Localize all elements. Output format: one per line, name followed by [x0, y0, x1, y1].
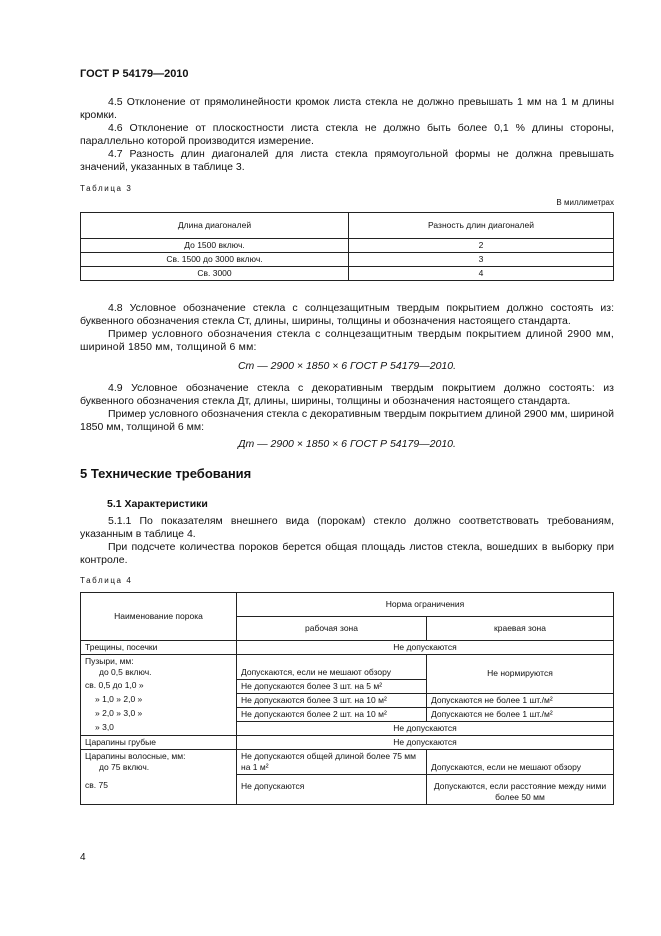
example-1: Пример условного обозначения стекла с солнцезащитным твердым покрытием длиной 2900 мм, шириной 1850 мм, толщиной 6 мм: — [80, 328, 614, 353]
example-2: Пример условного обозначения стекла с декоративным твердым покрытием длиной 2900 мм, шириной 1850 мм, толщиной 6 мм: — [80, 408, 614, 433]
para-4-6: 4.6 Отклонение от плоскостности листа стекла не должно быть более 0,1 % длины стороны, параллельно которой производится измерение. — [80, 122, 614, 147]
table4-caption: Таблица 4 — [80, 576, 133, 585]
para-5-1-1: 5.1.1 По показателям внешнего вида (порокам) стекло должно соответствовать требованиям, указанным в таблице 4. — [80, 515, 614, 540]
table-cell: 3 — [349, 253, 614, 267]
table-cell: 4 — [349, 267, 614, 281]
table-cell: Не нормируются — [427, 655, 614, 694]
table-cell: Не допускаются — [237, 735, 614, 749]
hair-scratch-title: Царапины волосные, мм: — [85, 750, 186, 761]
table-cell: » 2,0 » 3,0 » — [81, 707, 237, 721]
table-cell: Царапины грубые — [81, 735, 237, 749]
formula-2: Дт — 2900 × 1850 × 6 ГОСТ Р 54179—2010. — [238, 438, 456, 450]
table4-header-name: Наименование порока — [81, 593, 237, 641]
table-cell: Св. 1500 до 3000 включ. — [81, 253, 349, 267]
table-cell: Допускаются, если не мешают обзору — [237, 655, 427, 680]
table-cell: Не допускаются — [237, 641, 614, 655]
table-cell: Св. 3000 — [81, 267, 349, 281]
table-cell: Допускаются, если не мешают обзору — [427, 749, 614, 774]
formula-1: Cт — 2900 × 1850 × 6 ГОСТ Р 54179—2010. — [237, 360, 457, 372]
table-cell: Трещины, посечки — [81, 641, 237, 655]
table3-header-diff: Разность длин диагоналей — [349, 213, 614, 239]
table-cell: Допускаются, если расстояние между ними более 50 мм — [427, 774, 614, 804]
doc-header: ГОСТ Р 54179—2010 — [80, 68, 189, 80]
para-5-1-1b: При подсчете количества пороков берется общая площадь листов стекла, вошедших в выборку при контроле. — [80, 541, 614, 566]
bubbles-range: до 0,5 включ. — [99, 667, 152, 677]
table-4 — [80, 592, 614, 805]
section-5-title: 5 Технические требования — [80, 466, 252, 481]
table4-header-work: рабочая зона — [237, 617, 427, 641]
table-cell: » 1,0 » 2,0 » — [81, 693, 237, 707]
para-4-9: 4.9 Условное обозначение стекла с декоративным твердым покрытием должно состоять: из буквенного обозначения стекла Дт, длины, ширины, толщины и обозначения настоящего стандарта. — [80, 382, 614, 407]
table-cell: Не допускаются — [237, 774, 427, 804]
table-cell: До 1500 включ. — [81, 239, 349, 253]
table3-unit: В миллиметрах — [556, 198, 614, 207]
table4-header-norm: Норма ограничения — [237, 593, 614, 617]
hair-scratch-range: до 75 включ. — [99, 761, 150, 772]
page-number: 4 — [80, 852, 86, 863]
table-cell: 2 — [349, 239, 614, 253]
para-4-5: 4.5 Отклонение от прямолинейности кромок листа стекла не должно превышать 1 мм на 1 м длины кромки. — [80, 96, 614, 121]
table-cell: Не допускаются общей длиной более 75 мм на 1 м² — [237, 749, 427, 774]
table-cell — [81, 749, 237, 774]
table-3 — [80, 212, 614, 281]
table-cell: Допускаются не более 1 шт./м² — [427, 693, 614, 707]
table-cell: св. 0,5 до 1,0 » — [81, 679, 237, 693]
table-cell: Не допускаются более 3 шт. на 5 м² — [237, 679, 427, 693]
para-4-7: 4.7 Разность длин диагоналей для листа стекла прямоугольной формы не должна превышать значений, указанных в таблице 3. — [80, 148, 614, 173]
para-4-8: 4.8 Условное обозначение стекла с солнцезащитным твердым покрытием должно состоять из: буквенного обозначения стекла Cт, длины, ширины, толщины и обозначения настоящего стандарта. — [80, 302, 614, 327]
table-cell — [81, 655, 237, 680]
table-cell: св. 75 — [81, 774, 237, 804]
table-cell: Не допускаются более 2 шт. на 10 м² — [237, 707, 427, 721]
table-cell: Не допускаются более 3 шт. на 10 м² — [237, 693, 427, 707]
table-cell: » 3,0 — [81, 721, 237, 735]
bubbles-title: Пузыри, мм: — [85, 656, 134, 666]
table-cell: Допускаются не более 1 шт./м² — [427, 707, 614, 721]
table4-header-edge: краевая зона — [427, 617, 614, 641]
table3-caption: Таблица 3 — [80, 184, 133, 193]
table3-header-length: Длина диагоналей — [81, 213, 349, 239]
section-5-1-title: 5.1 Характеристики — [107, 498, 208, 510]
table-cell: Не допускаются — [237, 721, 614, 735]
